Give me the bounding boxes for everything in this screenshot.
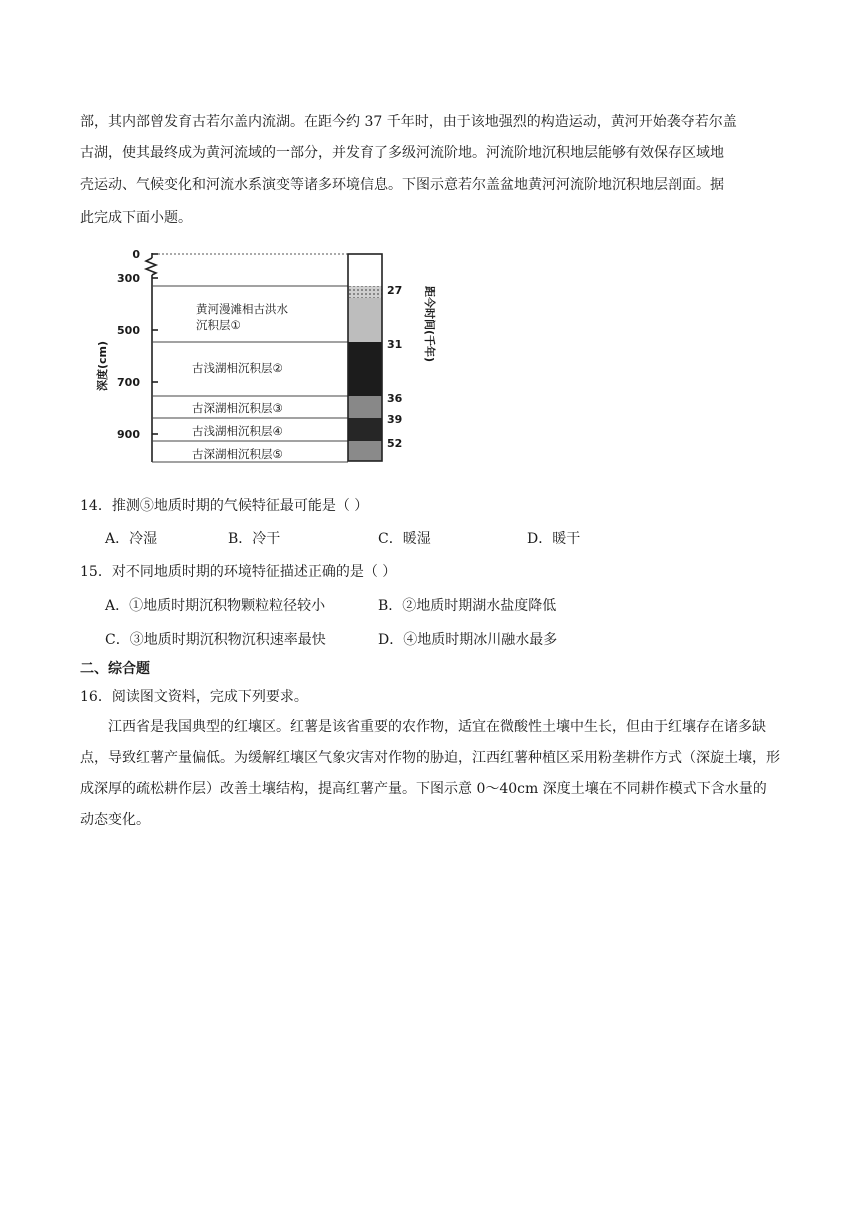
- depth-tick-0: 0: [132, 248, 140, 261]
- depth-tick-500: 500: [117, 324, 140, 337]
- section-heading: 二、综合题: [80, 661, 150, 677]
- layer-2-label: 古浅湖相沉积层②: [192, 361, 283, 375]
- q15-stem: 15．对不同地质时期的环境特征描述正确的是（ ）: [80, 564, 397, 580]
- age-label-52: 52: [387, 437, 403, 450]
- intro-line-1: 部，其内部曾发育古若尔盖内流湖。在距今约 37 千年时，由于该地强烈的构造运动，黄河开始袭夺若尔盖: [80, 114, 737, 130]
- age-label-39: 39: [387, 413, 403, 426]
- q15-option-b[interactable]: B．②地质时期湖水盐度降低: [378, 598, 557, 614]
- layer-1-label-line-1: 黄河漫滩相古洪水: [196, 302, 288, 316]
- q16-stem: 16．阅读图文资料，完成下列要求。: [80, 689, 308, 705]
- q14-option-c[interactable]: C．暖湿: [378, 531, 431, 547]
- layer-5-label: 古深湖相沉积层⑤: [192, 447, 283, 461]
- depth-tick-700: 700: [117, 376, 140, 389]
- q14-stem: 14．推测⑤地质时期的气候特征最可能是（ ）: [80, 498, 369, 514]
- time-column: [348, 254, 382, 461]
- q14-option-d[interactable]: D．暖干: [527, 531, 581, 547]
- age-label-36: 36: [387, 392, 403, 405]
- stratigraphic-profile-figure: [96, 244, 440, 476]
- layer-3-label: 古深湖相沉积层③: [192, 401, 283, 415]
- y-axis-label: 深度(cm): [96, 340, 109, 392]
- age-label-31: 31: [387, 338, 403, 351]
- q14-option-b[interactable]: B．冷干: [228, 531, 281, 547]
- age-label-27: 27: [387, 284, 403, 297]
- intro-line-2: 古湖，使其最终成为黄河流域的一部分，并发育了多级河流阶地。河流阶地沉积地层能够有效保存区域地: [80, 145, 724, 161]
- depth-tick-300: 300: [117, 272, 140, 285]
- q15-option-c[interactable]: C．③地质时期沉积物沉积速率最快: [105, 632, 326, 648]
- right-axis-label: 距今时间(千年): [423, 285, 436, 363]
- q16-paragraph: 江西省是我国典型的红壤区。红薯是该省重要的农作物，适宜在微酸性土壤中生长，但由于红壤存在诸多缺点，导致红薯产量偏低。为缓解红壤区气象灾害对作物的胁迫，江西红薯种植区采用粉垄耕作方式（深旋土壤，形成深厚的疏松耕作层）改善土壤结构，提高红薯产量。下图示意 0～40cm 深度土壤在不同耕作模式下含水量的动态变化。: [80, 719, 780, 828]
- q15-option-d[interactable]: D．④地质时期冰川融水最多: [378, 632, 558, 648]
- depth-axis: [146, 253, 158, 462]
- depth-tick-900: 900: [117, 428, 140, 441]
- intro-line-3: 壳运动、气候变化和河流水系演变等诸多环境信息。下图示意若尔盖盆地黄河河流阶地沉积地层剖面。据: [80, 177, 724, 193]
- layer-1-label-line-2: 沉积层①: [196, 318, 241, 332]
- layer-4-label: 古浅湖相沉积层④: [192, 424, 283, 438]
- intro-line-4: 此完成下面小题。: [80, 210, 192, 226]
- q15-option-a[interactable]: A．①地质时期沉积物颗粒粒径较小: [105, 598, 326, 614]
- q14-option-a[interactable]: A．冷湿: [105, 531, 158, 547]
